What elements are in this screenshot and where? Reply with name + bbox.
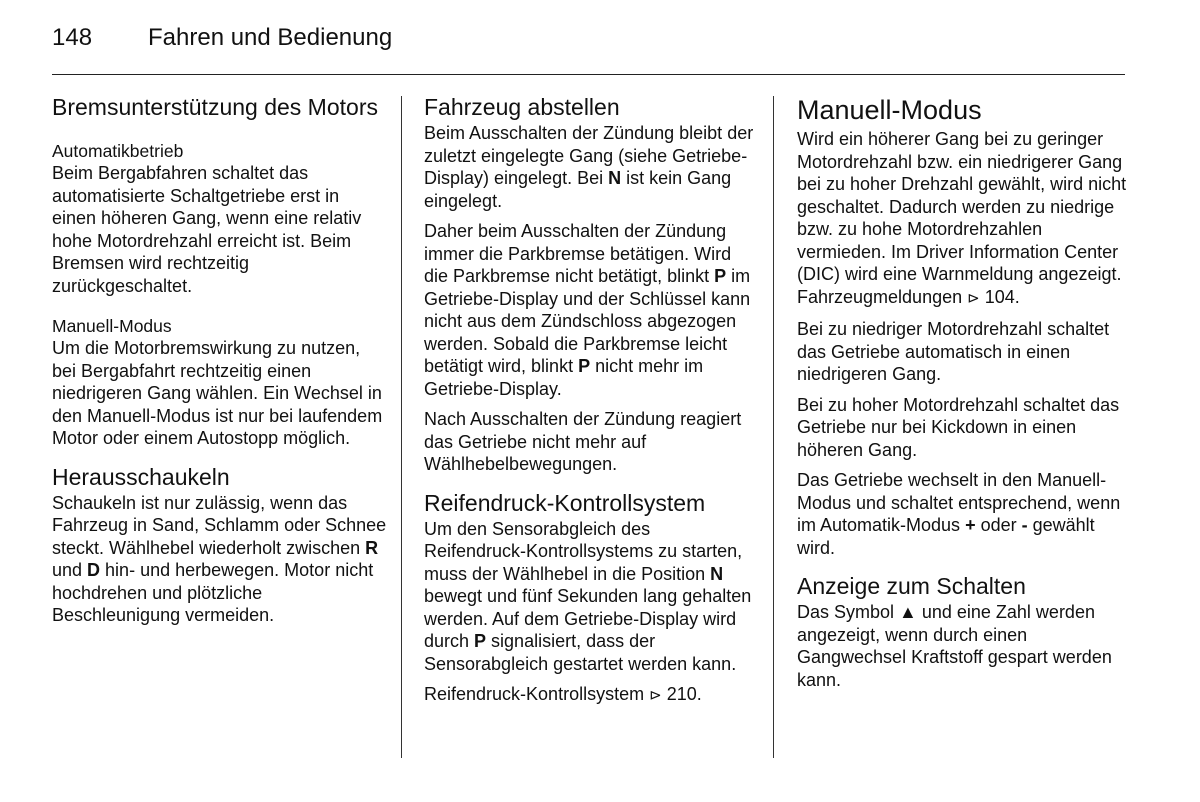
paragraph-manuell-2: Bei zu niedriger Motordrehzahl schaltet das Getriebe automatisch in einen niedrigeren Gang.	[797, 319, 1110, 384]
gear-p: P	[714, 266, 727, 286]
plus-symbol: +	[965, 515, 976, 535]
column-2	[424, 92, 756, 716]
gear-p: P	[578, 356, 591, 376]
page-reference-icon: ⊳	[649, 687, 662, 704]
gear-d: D	[87, 560, 101, 580]
heading-bremsunterstuetzung: Bremsunterstützung des Motors	[52, 94, 378, 120]
header-rule	[52, 74, 1125, 75]
paragraph-abstellen-1: Beim Ausschalten der Zündung bleibt der zuletzt eingelegte Gang (siehe Getriebe-Display) eingelegt. Bei N ist kein Gang eingelegt.	[424, 123, 754, 211]
column-1	[52, 92, 388, 635]
gear-p: P	[474, 631, 487, 651]
section-title: Fahren und Bedienung	[148, 24, 393, 51]
gear-n: N	[608, 168, 622, 188]
paragraph-automatikbetrieb: Beim Bergabfahren schaltet das automatisierte Schaltgetriebe erst in einen höheren Gang, wenn eine relativ hohe Motordrehzahl erreicht ist. Beim Bremsen wird rechtzeitig zurückgeschaltet.	[52, 163, 362, 296]
paragraph-manuell-modus: Um die Motorbremswirkung zu nutzen, bei Bergabfahrt rechtzeitig einen niedrigeren Gang wählen. Ein Wechsel in den Manuell-Modus ist nur bei laufendem Motor oder einem Autostopp möglich.	[52, 338, 383, 448]
subheading-manuell-modus: Manuell-Modus	[52, 316, 172, 336]
page-number: 148	[52, 24, 93, 51]
column-divider-1	[401, 96, 402, 758]
heading-herausschaukeln: Herausschaukeln	[52, 463, 230, 490]
paragraph-abstellen-2: Daher beim Ausschalten der Zündung immer die Parkbremse betätigen. Wird die Parkbremse nicht betätigt, blinkt P im Getriebe-Display und der Schlüssel kann nicht aus dem Zündschloss abgezogen werden. Sobald die Parkbremse leicht betätigt wird, blinkt P nicht mehr im Getriebe-Display.	[424, 221, 751, 399]
paragraph-manuell-1: Wird ein höherer Gang bei zu geringer Motordrehzahl bzw. ein niedrigerer Gang bei zu hoher Drehzahl gewählt, wird nicht geschaltet. Dadurch werden zu niedrige bzw. zu hohe Motordrehzahlen vermieden. Im Driver Information Center (DIC) wird eine Warnmeldung angezeigt. Fahrzeugmeldungen ⊳ 104.	[797, 128, 1129, 310]
column-3	[797, 92, 1129, 699]
minus-symbol: -	[1021, 515, 1028, 535]
page-reference-icon: ⊳	[967, 289, 980, 307]
heading-manuell-modus: Manuell-Modus	[797, 95, 982, 125]
paragraph-manuell-4: Das Getriebe wechselt in den Manuell-Modus und schaltet entsprechend, wenn im Automatik-Modus + oder - gewählt wird.	[797, 470, 1121, 558]
paragraph-abstellen-3: Nach Ausschalten der Zündung reagiert das Getriebe nicht mehr auf Wählhebelbewegungen.	[424, 409, 742, 474]
paragraph-reifendruck: Um den Sensorabgleich des Reifendruck-Kontrollsystems zu starten, muss der Wählhebel in die Position N bewegt und fünf Sekunden lang gehalten werden. Auf dem Getriebe-Display wird durch P signalisiert, dass der Sensorabgleich gestartet werden kann.	[424, 518, 752, 674]
cross-reference-reifendruck[interactable]: Reifendruck-Kontrollsystem ⊳ 210.	[424, 683, 756, 708]
paragraph-manuell-3: Bei zu hoher Motordrehzahl schaltet das Getriebe nur bei Kickdown in einen höheren Gang.	[797, 394, 1120, 460]
paragraph-anzeige: Das Symbol ▲ und eine Zahl werden angezeigt, wenn durch einen Gangwechsel Kraftstoff gespart werden kann.	[797, 602, 1112, 690]
heading-fahrzeug-abstellen: Fahrzeug abstellen	[424, 94, 620, 120]
page-header	[52, 24, 392, 58]
heading-anzeige-schalten: Anzeige zum Schalten	[797, 573, 1026, 599]
heading-reifendruck: Reifendruck-Kontrollsystem	[424, 489, 706, 516]
gear-r: R	[365, 537, 379, 558]
gear-n: N	[710, 563, 724, 584]
paragraph-herausschaukeln: Schaukeln ist nur zulässig, wenn das Fahrzeug in Sand, Schlamm oder Schnee steckt. Wählhebel wiederholt zwischen R und D hin- und herbewegen. Motor nicht hochdrehen und plötzliche Beschleunigung vermeiden.	[52, 492, 387, 625]
page-reference-link[interactable]: 104.	[984, 286, 1020, 307]
column-divider-2	[773, 96, 774, 758]
subheading-automatikbetrieb: Automatikbetrieb	[52, 141, 184, 161]
